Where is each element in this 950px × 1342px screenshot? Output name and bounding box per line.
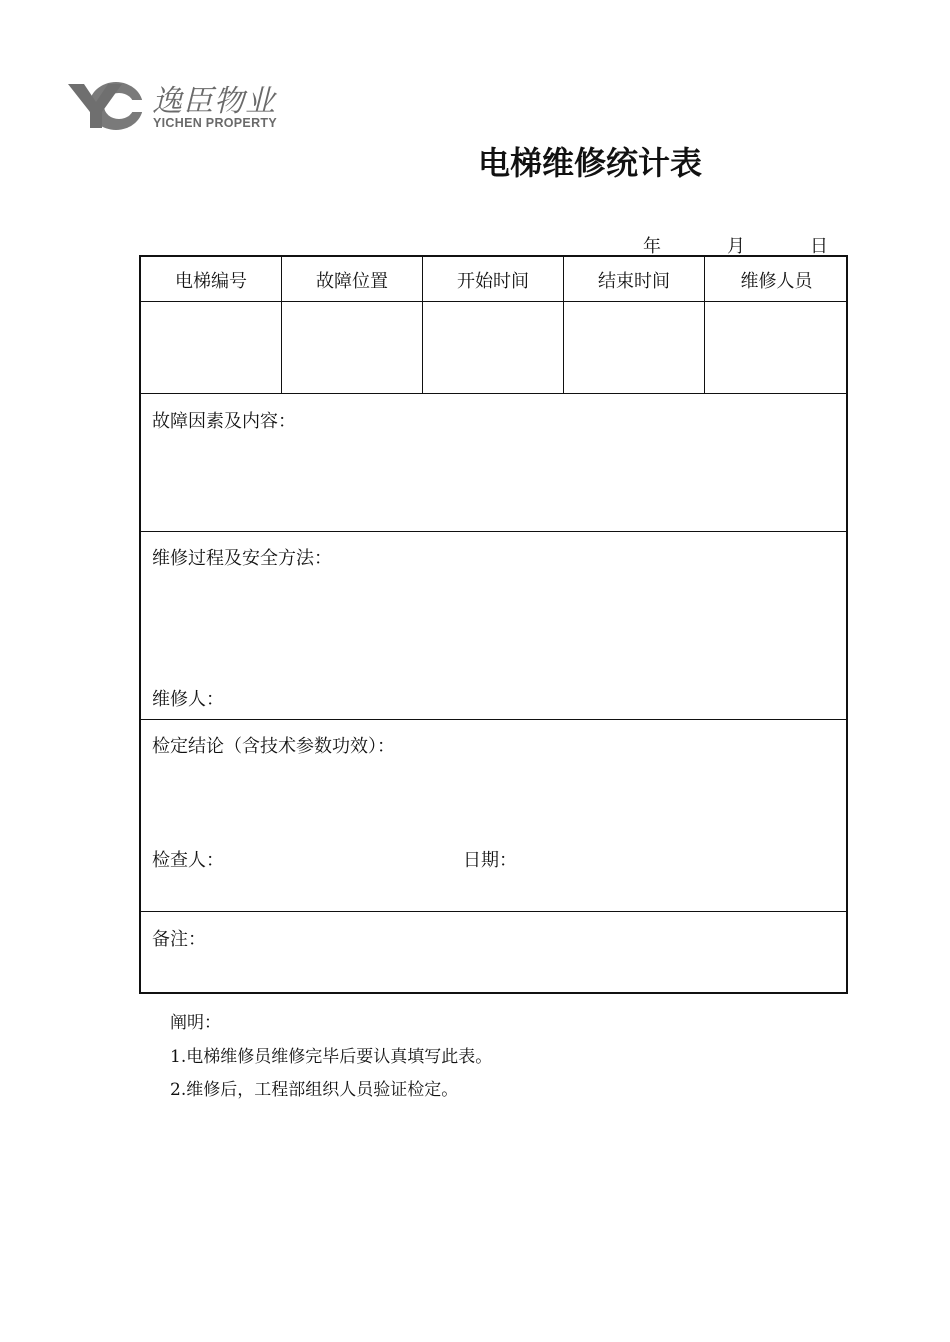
- date-month-label: 月: [727, 236, 745, 257]
- header-elevator-number: 电梯编号: [175, 271, 247, 292]
- note-item-2: 2.维修后，工程部组织人员验证检定。: [170, 1080, 459, 1100]
- header-start-time: 开始时间: [457, 271, 529, 292]
- header-end-time: 结束时间: [598, 271, 670, 292]
- conclusion-section-divider: [141, 911, 846, 912]
- note-item-1: 1.电梯维修员维修完毕后要认真填写此表。: [170, 1047, 493, 1067]
- inspection-date-label: 日期：: [463, 850, 517, 871]
- fault-section-divider: [141, 531, 846, 532]
- header-fault-location: 故障位置: [316, 271, 388, 292]
- process-section-divider: [141, 719, 846, 720]
- notes-heading: 阐明：: [170, 1013, 221, 1033]
- inspector-label: 检查人：: [152, 850, 224, 871]
- remarks-label: 备注：: [152, 929, 206, 950]
- date-year-label: 年: [643, 236, 661, 257]
- logo-chinese-name: 逸臣物业: [152, 84, 276, 119]
- logo-english-name: YICHEN PROPERTY: [153, 116, 277, 130]
- page-title: 电梯维修统计表: [478, 144, 703, 182]
- date-day-label: 日: [810, 236, 828, 257]
- company-logo: [66, 74, 296, 134]
- repairer-label: 维修人：: [152, 689, 224, 710]
- fault-content-label: 故障因素及内容：: [152, 411, 296, 432]
- header-repair-staff: 维修人员: [740, 271, 813, 292]
- repair-process-label: 维修过程及安全方法：: [152, 548, 332, 569]
- yc-logo-mark: [66, 78, 146, 132]
- entry-row-divider: [141, 393, 846, 394]
- inspection-conclusion-label: 检定结论（含技术参数功效）：: [152, 736, 395, 757]
- elevator-repair-form: [139, 255, 848, 994]
